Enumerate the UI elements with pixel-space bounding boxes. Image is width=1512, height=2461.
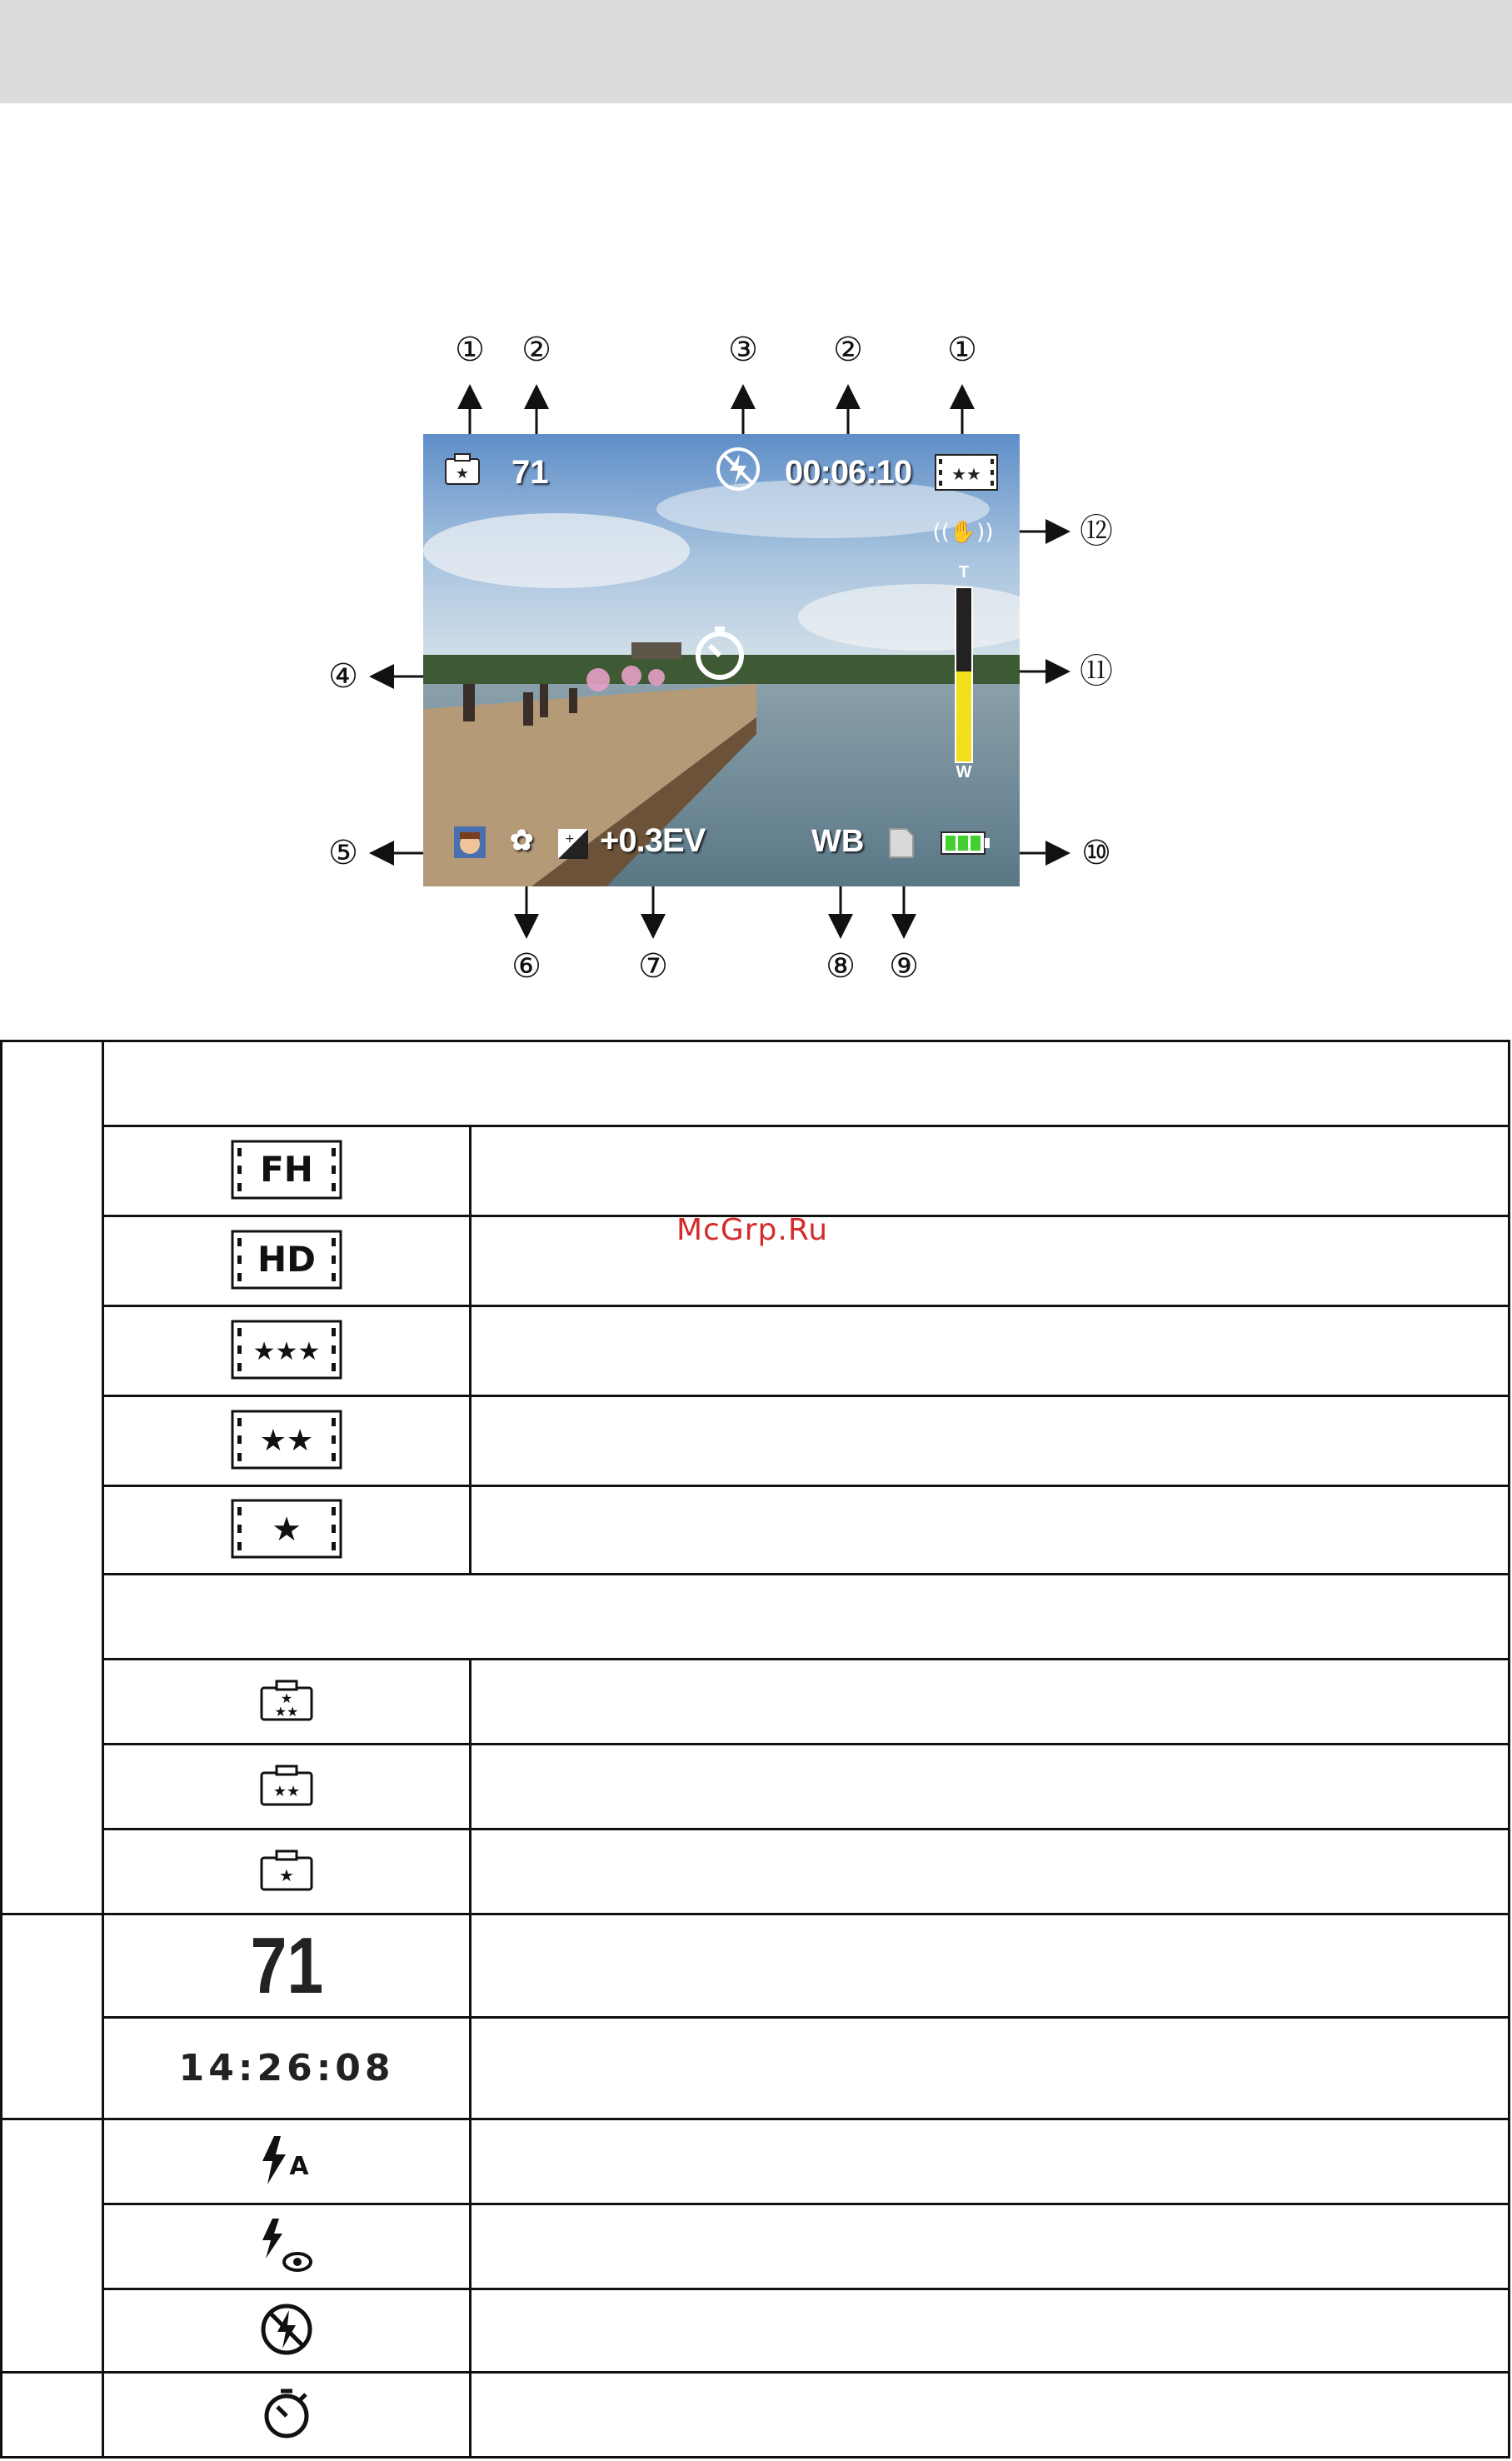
- photo-resolution-icon: [443, 451, 482, 489]
- flash-auto-icon: [256, 2133, 317, 2191]
- svg-text:★: ★: [280, 1690, 293, 1706]
- description-cell: [471, 1486, 1510, 1575]
- video-icon-label: ★: [272, 1510, 302, 1549]
- icon-cell: [102, 1396, 471, 1486]
- shots-remaining: 71: [511, 454, 549, 491]
- svg-text:★★: ★★: [274, 1703, 299, 1720]
- flash-off-icon: [257, 2300, 316, 2362]
- flash-red-eye-icon: [256, 2215, 317, 2279]
- icon-table: [0, 1040, 1510, 2459]
- description-cell: [471, 2289, 1510, 2373]
- photo-1-star-icon: [258, 1848, 315, 1896]
- exposure-value: +0.3EV: [600, 822, 706, 859]
- svg-text:★: ★: [279, 1864, 295, 1885]
- description-cell: [471, 1126, 1510, 1216]
- description-cell: [471, 1914, 1510, 2018]
- exposure-icon: [556, 827, 590, 861]
- description-cell: [471, 2204, 1510, 2289]
- video-hd-icon: [231, 1230, 342, 1293]
- photo-2-star-icon: [258, 1763, 315, 1811]
- zoom-level-fill: [956, 671, 971, 761]
- table-row: [2, 1396, 1510, 1486]
- stabilizer-icon: [931, 514, 995, 547]
- icon-cell: [102, 1486, 471, 1575]
- svg-text:★: ★: [455, 465, 470, 482]
- table-row: [2, 2289, 1510, 2373]
- icon-cell: [102, 1914, 471, 2018]
- zoom-wide-label: W: [956, 763, 972, 781]
- callout-3: ③: [728, 331, 758, 369]
- photo-3-star-icon: [258, 1678, 315, 1726]
- icon-cell: [102, 2119, 471, 2204]
- table-row: [2, 1914, 1510, 2018]
- face-detect-icon: [453, 826, 487, 859]
- svg-text:★★: ★★: [272, 1782, 301, 1800]
- table-row: [2, 1216, 1510, 1306]
- video-quality-icon: [935, 454, 998, 491]
- row-number-cell: [2, 2119, 103, 2373]
- icon-cell: [102, 1660, 471, 1745]
- table-row: [2, 1830, 1510, 1914]
- icon-cell: [102, 1830, 471, 1914]
- shots-count-sample: 71: [250, 1920, 323, 2010]
- callout-7: ⑦: [638, 947, 668, 986]
- table-row: [2, 1745, 1510, 1830]
- section-header-video: [102, 1041, 1509, 1126]
- row-number-cell: [2, 2373, 103, 2458]
- description-cell: [471, 1830, 1510, 1914]
- table-row: [2, 2373, 1510, 2458]
- video-fh-icon: [231, 1140, 342, 1203]
- table-row: [2, 1660, 1510, 1745]
- icon-cell: [102, 1745, 471, 1830]
- memory-card-icon: [886, 827, 915, 859]
- callout-8: ⑧: [826, 947, 856, 986]
- callout-10: ⑩: [1081, 834, 1111, 872]
- description-cell: [471, 2018, 1510, 2119]
- icon-cell: [102, 2018, 471, 2119]
- icon-cell: [102, 2204, 471, 2289]
- video-icon-label: ★★★: [252, 1336, 321, 1366]
- flash-off-icon: [715, 446, 761, 492]
- svg-text:((✋)): ((✋)): [932, 520, 994, 545]
- icon-cell: [102, 1216, 471, 1306]
- callout-4: ④: [328, 657, 358, 696]
- description-cell: [471, 1396, 1510, 1486]
- self-timer-icon: [690, 624, 750, 684]
- icon-cell: [102, 1306, 471, 1396]
- video-1-star-icon: [231, 1499, 342, 1562]
- table-row: [2, 2018, 1510, 2119]
- callout-5: ⑤: [328, 834, 358, 872]
- callout-11: ⑪: [1080, 652, 1113, 691]
- lcd-screen: [423, 434, 1020, 886]
- battery-icon: [940, 829, 991, 857]
- zoom-tele-label: T: [958, 563, 970, 582]
- recording-time: 00:06:10: [785, 454, 912, 491]
- callout-12: ⑫: [1080, 512, 1113, 551]
- description-cell: [471, 1745, 1510, 1830]
- row-number-cell: [2, 1914, 103, 2119]
- callout-1: ①: [455, 331, 485, 369]
- icon-cell: [102, 2289, 471, 2373]
- table-row: [2, 1126, 1510, 1216]
- video-icon-label: ★★: [259, 1423, 314, 1458]
- video-icon-label: FH: [260, 1148, 313, 1190]
- zoom-bar: [950, 563, 978, 784]
- table-row: [2, 1306, 1510, 1396]
- white-balance: WB: [811, 824, 865, 859]
- video-3-star-icon: [231, 1320, 342, 1383]
- svg-text:★★: ★★: [951, 464, 981, 484]
- time-sample: 14:26:08: [178, 2047, 395, 2089]
- callout-6: ⑥: [511, 947, 541, 986]
- description-cell: [471, 1306, 1510, 1396]
- icon-cell: [102, 1126, 471, 1216]
- video-2-star-icon: [231, 1410, 342, 1473]
- row-number-cell: [2, 1041, 103, 1914]
- macro-icon: ✿: [510, 825, 534, 856]
- table-row: [2, 2204, 1510, 2289]
- description-cell: [471, 2119, 1510, 2204]
- video-icon-label: HD: [257, 1238, 317, 1280]
- section-header-photo: [102, 1575, 1509, 1660]
- callout-2: ②: [833, 331, 863, 369]
- description-cell: [471, 1660, 1510, 1745]
- description-cell: [471, 1216, 1510, 1306]
- self-timer-icon: [257, 2384, 316, 2446]
- header-bar: [0, 0, 1512, 103]
- svg-text:A: A: [289, 2151, 309, 2181]
- description-cell: [471, 2373, 1510, 2458]
- table-row: [2, 1486, 1510, 1575]
- table-row: [2, 2119, 1510, 2204]
- callout-1: ①: [947, 331, 977, 369]
- svg-text:+: +: [565, 832, 575, 846]
- icon-cell: [102, 2373, 471, 2458]
- callout-2: ②: [521, 331, 551, 369]
- watermark: McGrp.Ru: [676, 1213, 829, 1247]
- callout-9: ⑨: [889, 947, 919, 986]
